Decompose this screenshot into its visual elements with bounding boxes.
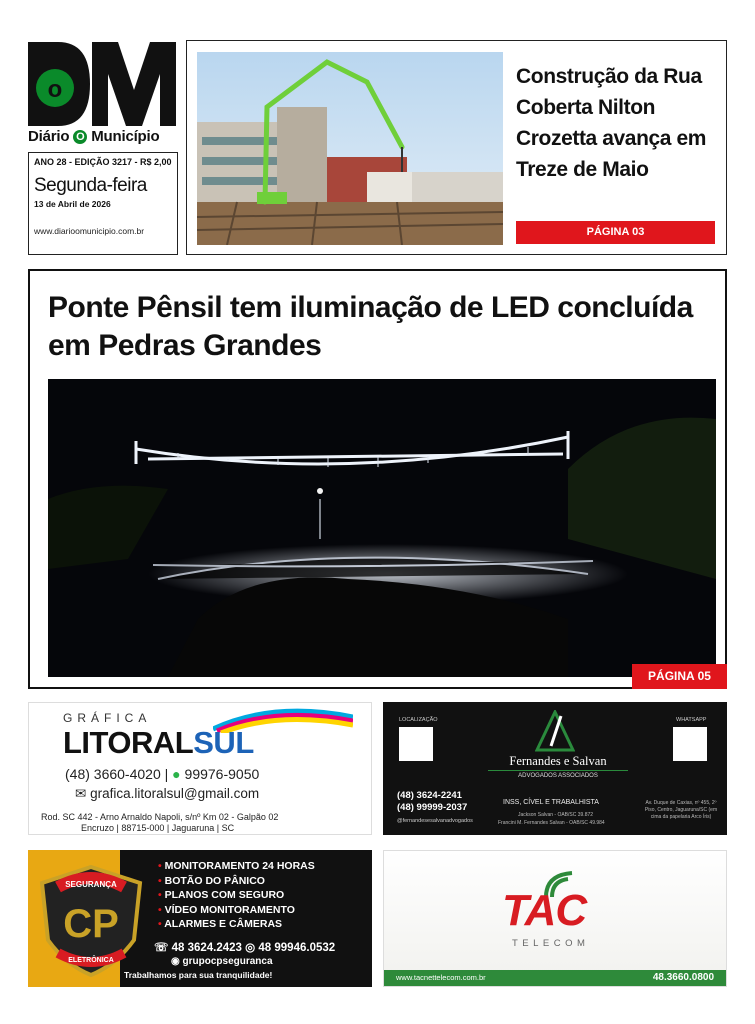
cp-service-item: • VÍDEO MONITORAMENTO — [158, 903, 295, 916]
cp-services-list — [158, 859, 315, 932]
cp-badge-top: SEGURANÇA — [65, 880, 117, 889]
logo-o: o — [47, 76, 63, 103]
law-instagram[interactable]: @fernandesesalvanadvogados — [397, 818, 473, 824]
cp-phone[interactable]: 48 3624.2423 — [171, 942, 242, 954]
lawyer-1: Jackson Salvan - OAB/SC 39.872 — [518, 812, 594, 818]
cp-instagram-handle[interactable]: grupocpseguranca — [182, 956, 273, 967]
construction-photo — [197, 52, 503, 245]
location-label: LOCALIZAÇÃO — [399, 717, 438, 723]
grafica-email-address[interactable]: grafica.litoralsul@gmail.com — [90, 786, 260, 801]
grafica-brand — [63, 725, 254, 761]
grafica-label: GRÁFICA — [63, 711, 152, 725]
tac-footer-bar — [384, 970, 727, 986]
ad-cp-seguranca[interactable] — [28, 850, 372, 987]
law-firm-logo-icon — [535, 710, 575, 752]
name-part1: Diário — [28, 128, 70, 145]
cp-badge-letters: CP — [63, 902, 119, 946]
edition-box — [28, 152, 178, 255]
name-o: O — [73, 130, 87, 144]
name-part2: Município — [91, 128, 160, 145]
email-icon: ✉ — [75, 786, 87, 801]
date: 13 de Abril de 2026 — [34, 199, 111, 209]
cp-slogan: Trabalhamos para sua tranquilidade! — [124, 970, 273, 980]
cp-whatsapp[interactable]: 48 99946.0532 — [258, 942, 336, 954]
qr-code-whatsapp-icon[interactable] — [673, 727, 707, 761]
grafica-whatsapp[interactable]: 99976-9050 — [184, 766, 260, 782]
main-story-headline[interactable]: Ponte Pênsil tem iluminação de LED concluída em Pedras Grandes — [48, 291, 693, 362]
cp-service-item: • MONITORAMENTO 24 HORAS — [158, 860, 315, 872]
tac-url[interactable]: www.tacnettelecom.com.br — [396, 973, 486, 982]
qr-code-location-icon[interactable] — [399, 727, 433, 761]
grafica-phone[interactable]: (48) 3660-4020 — [65, 766, 161, 782]
main-story-page-tag[interactable]: PÁGINA 05 — [632, 664, 727, 689]
whatsapp-icon: ◎ — [245, 942, 256, 954]
top-story-page-tag[interactable]: PÁGINA 03 — [516, 221, 715, 244]
grafica-address-line2: Encruzo | 88715-000 | Jaguaruna | SC — [81, 823, 235, 833]
top-story[interactable] — [186, 40, 727, 255]
instagram-icon: ◉ — [171, 956, 180, 967]
law-firm-name: Fernandes e Salvan — [509, 754, 607, 768]
law-address: Av. Duque de Caxias, nº 455, 2º Piso, Centro, Jaguaruna/SC (em cima da papelaria Arco Íris) — [644, 800, 718, 820]
tac-phone[interactable]: 48.3660.0800 — [652, 972, 714, 983]
cp-shield-badge-icon — [36, 865, 146, 977]
cp-phones — [154, 940, 335, 954]
whatsapp-icon: ● — [172, 766, 181, 782]
cp-service-item: • ALARMES E CÂMERAS — [158, 918, 283, 930]
law-phone-2[interactable]: (48) 99999-2037 — [397, 802, 468, 813]
law-practice-areas: INSS, CÍVEL E TRABALHISTA — [503, 799, 599, 806]
whatsapp-label: WHATSAPP — [676, 717, 707, 723]
weekday: Segunda-feira — [34, 175, 147, 196]
tac-subtitle: TELECOM — [512, 938, 590, 949]
lawyer-2: Francini M. Fernandes Salvan - OAB/SC 49.984 — [498, 820, 605, 826]
newspaper-name — [28, 128, 178, 145]
bridge-night-photo — [48, 379, 716, 677]
brand-litoral: LITORAL — [63, 725, 194, 760]
law-firm-subtitle: ADVOGADOS ASSOCIADOS — [488, 770, 628, 779]
ad-fernandes-salvan[interactable] — [383, 702, 727, 835]
grafica-email — [75, 786, 259, 802]
grafica-phones: (48) 3660-4020 | ● 99976-9050 — [65, 766, 260, 782]
grafica-address-line1: Rod. SC 442 - Arno Arnaldo Napoli, s/nº Km 02 - Galpão 02 — [41, 812, 279, 822]
top-story-headline[interactable]: Construção da Rua Coberta Nilton Crozetta avança em Treze de Maio — [516, 65, 707, 181]
cp-instagram — [171, 956, 273, 967]
phone-icon: ☏ — [154, 942, 169, 954]
brand-sul: SUL — [193, 725, 254, 760]
newspaper-logo[interactable] — [28, 40, 178, 128]
website-link[interactable]: www.diarioomunicipio.com.br — [34, 226, 145, 236]
cp-badge-bottom: ELETRÔNICA — [68, 957, 114, 964]
masthead — [28, 40, 178, 255]
law-phone-1[interactable]: (48) 3624-2241 — [397, 790, 462, 801]
cp-service-item: • BOTÃO DO PÂNICO — [158, 874, 265, 887]
edition-line: ANO 28 - EDIÇÃO 3217 - R$ 2,00 — [34, 157, 172, 167]
cp-service-item: • PLANOS COM SEGURO — [158, 889, 285, 901]
ad-grafica-litoral-sul[interactable] — [28, 702, 372, 835]
main-story[interactable] — [28, 269, 727, 689]
tac-logo: TAC — [502, 886, 587, 935]
ad-tac-telecom[interactable] — [383, 850, 727, 987]
